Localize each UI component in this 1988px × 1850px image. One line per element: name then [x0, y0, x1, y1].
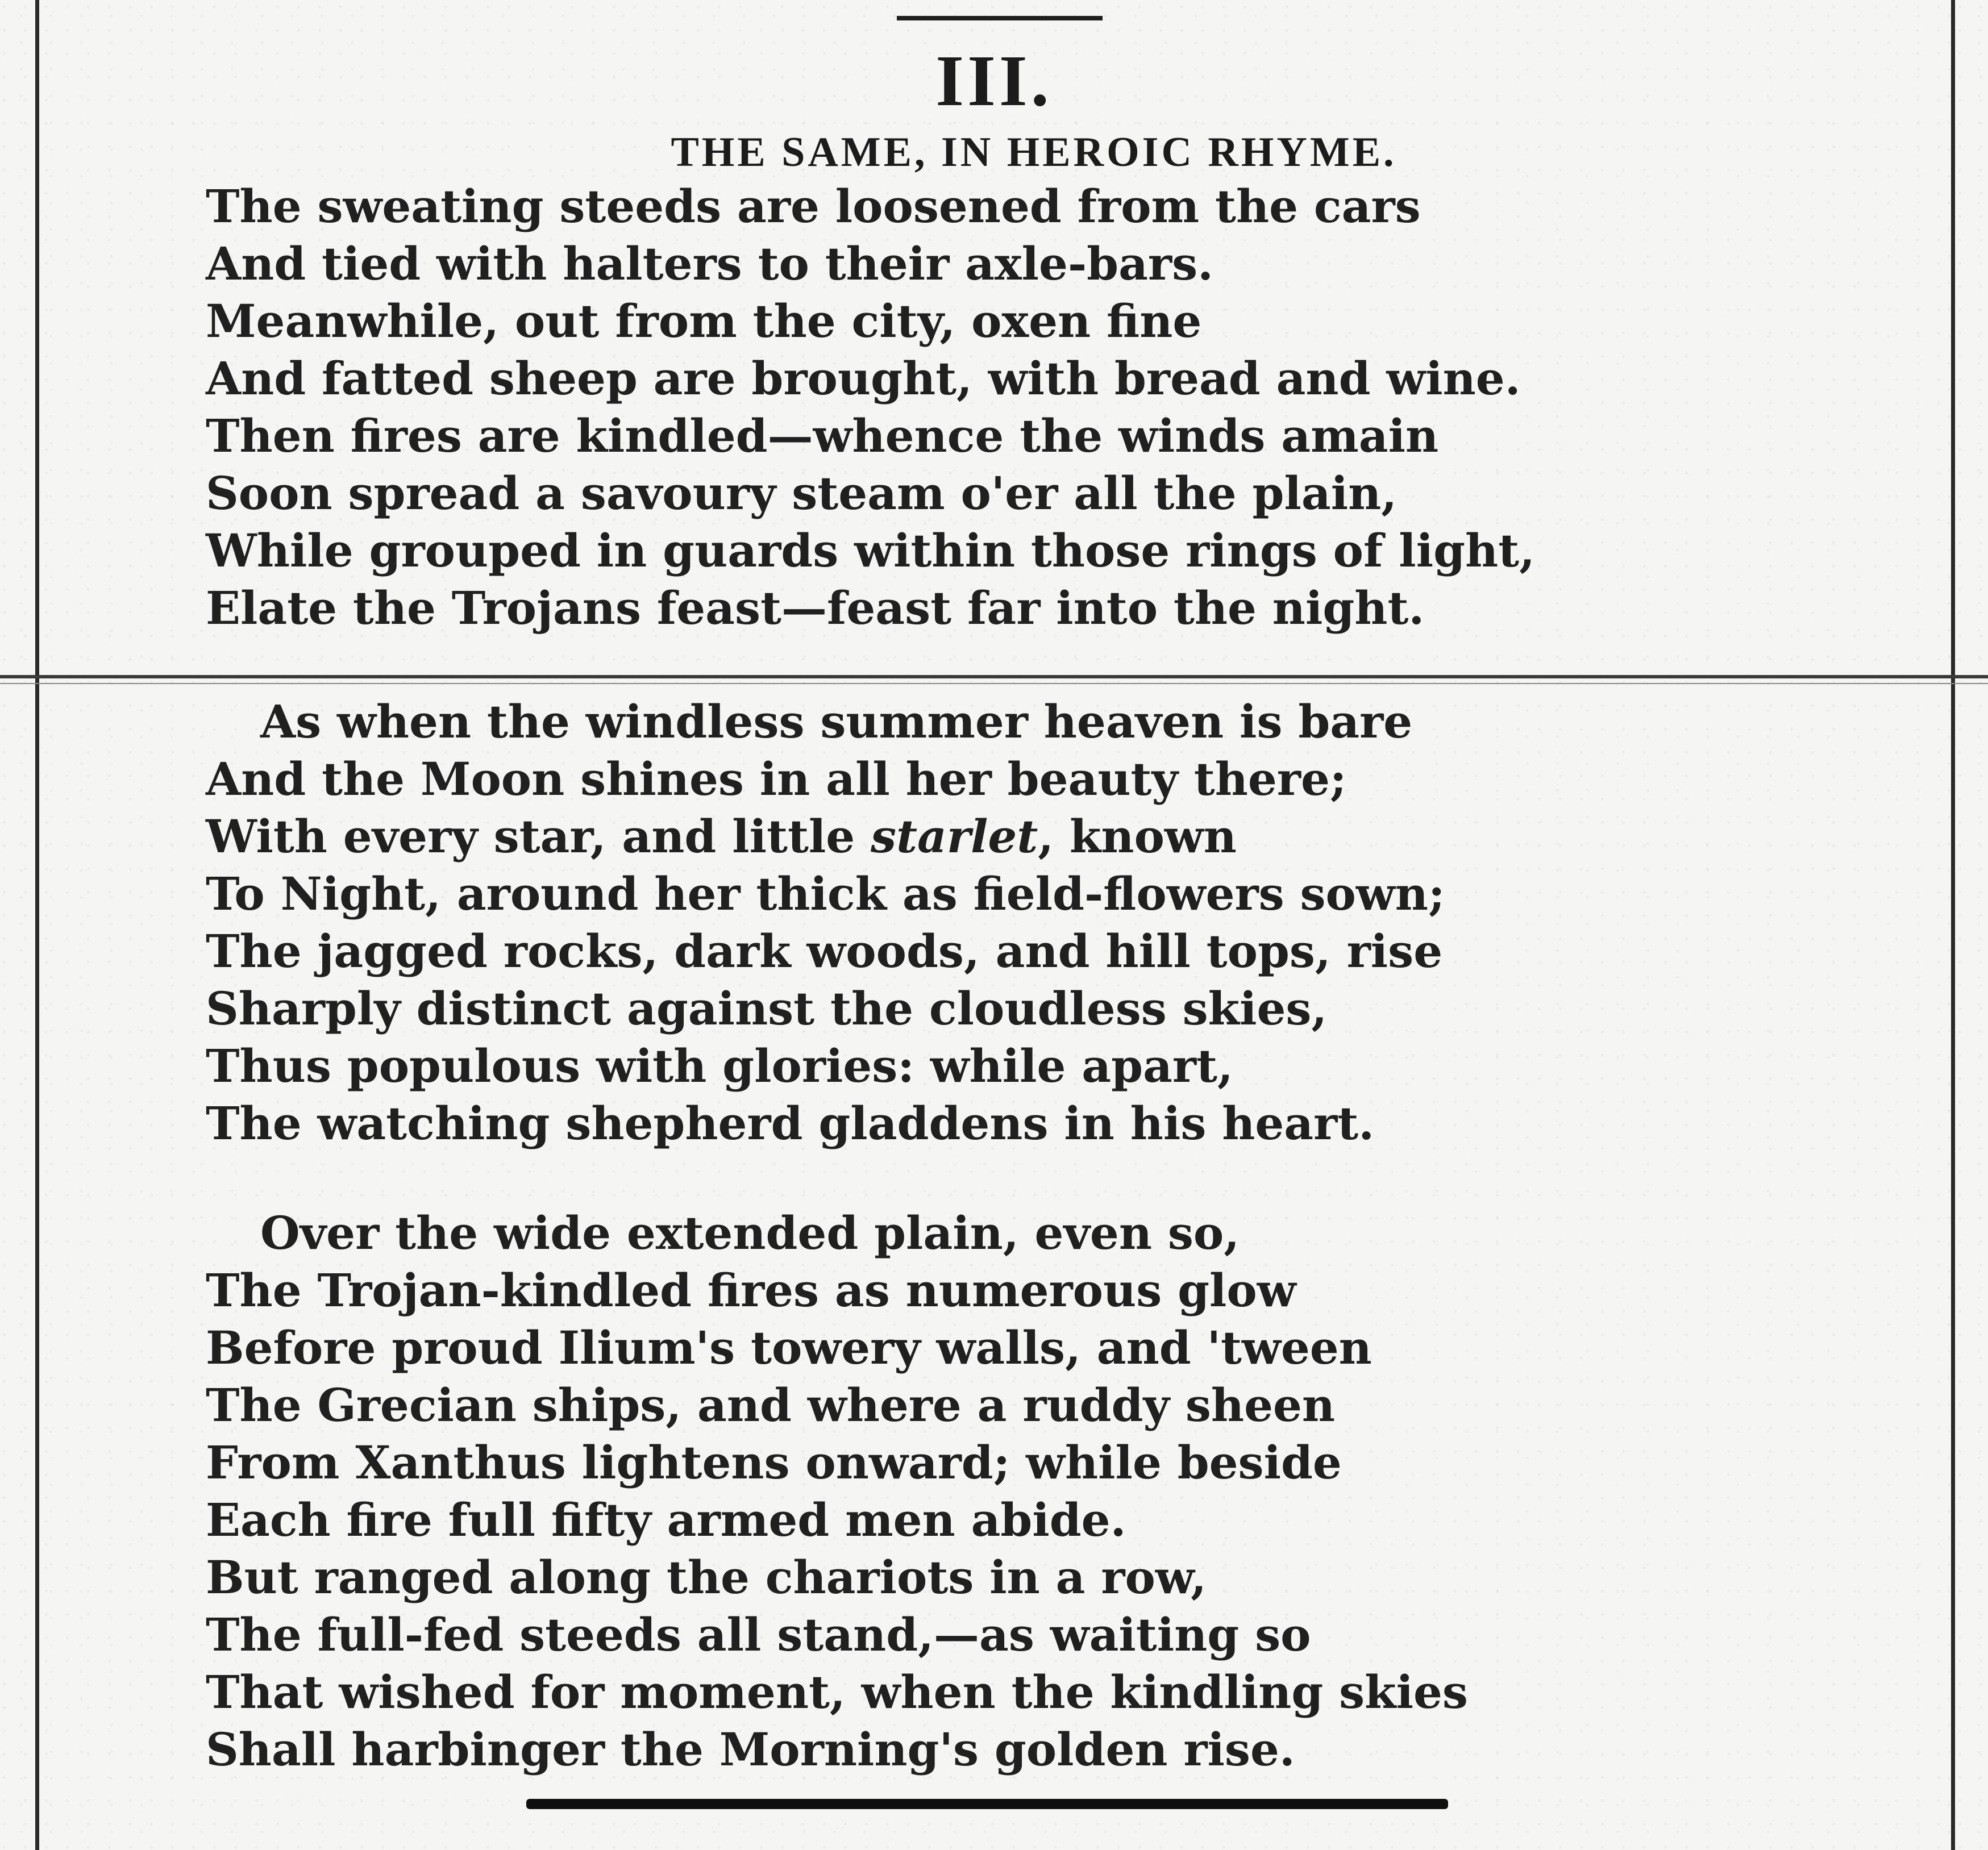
- verse-line: The Grecian ships, and where a ruddy sheen: [206, 1378, 1336, 1432]
- stanza-2: [206, 693, 1445, 1152]
- verse-line-with-italic: [206, 808, 1445, 865]
- verse-line: Each fire full fifty armed men abide.: [206, 1493, 1126, 1547]
- verse-line: The Trojan-kindled fires as numerous glow: [206, 1264, 1296, 1317]
- verse-line: Sharply distinct against the cloudless skies,: [206, 982, 1328, 1035]
- stanza-3: [206, 1205, 1468, 1778]
- verse-line: While grouped in guards within those rings of light,: [206, 524, 1535, 577]
- poem-subtitle: THE SAME, IN HEROIC RHYME.: [671, 129, 1397, 176]
- stanza-1: [206, 178, 1535, 637]
- top-rule: [897, 16, 1103, 20]
- verse-line: And fatted sheep are brought, with bread and wine.: [206, 352, 1521, 405]
- column-rule-right: [1951, 0, 1955, 1850]
- verse-line: But ranged along the chariots in a row,: [206, 1551, 1207, 1604]
- verse-line: To Night, around her thick as field-flowers sown;: [206, 867, 1445, 920]
- section-numeral: III.: [935, 40, 1053, 121]
- verse-line: Then fires are kindled—whence the winds amain: [206, 409, 1439, 463]
- column-rule-left: [35, 0, 39, 1850]
- verse-line: The sweating steeds are loosened from the cars: [206, 180, 1421, 233]
- verse-text: , known: [1038, 810, 1237, 863]
- bottom-rule: [526, 1799, 1448, 1809]
- verse-line: As when the windless summer heaven is bare: [260, 695, 1413, 748]
- verse-line: And tied with halters to their axle-bars.: [206, 237, 1213, 290]
- section-divider-thin: [0, 683, 1988, 684]
- verse-line: Shall harbinger the Morning's golden rise.: [206, 1723, 1295, 1776]
- verse-line: And the Moon shines in all her beauty there;: [206, 752, 1347, 806]
- verse-text: With every star, and little: [206, 810, 871, 863]
- verse-line: Before proud Ilium's towery walls, and 'tween: [206, 1321, 1372, 1374]
- verse-line: The watching shepherd gladdens in his heart.: [206, 1097, 1375, 1150]
- verse-line: The jagged rocks, dark woods, and hill tops, rise: [206, 924, 1443, 978]
- verse-line: Elate the Trojans feast—feast far into the night.: [206, 581, 1425, 635]
- section-divider: [0, 675, 1988, 678]
- italic-word: starlet: [871, 810, 1038, 863]
- verse-line: Over the wide extended plain, even so,: [260, 1206, 1240, 1260]
- verse-line: Meanwhile, out from the city, oxen fine: [206, 294, 1202, 348]
- verse-line: Soon spread a savoury steam o'er all the plain,: [206, 466, 1398, 520]
- verse-line: The full-fed steeds all stand,—as waiting so: [206, 1608, 1311, 1661]
- verse-line: Thus populous with glories: while apart,: [206, 1039, 1233, 1093]
- verse-line: From Xanthus lightens onward; while beside: [206, 1436, 1342, 1489]
- verse-line: That wished for moment, when the kindling skies: [206, 1665, 1468, 1719]
